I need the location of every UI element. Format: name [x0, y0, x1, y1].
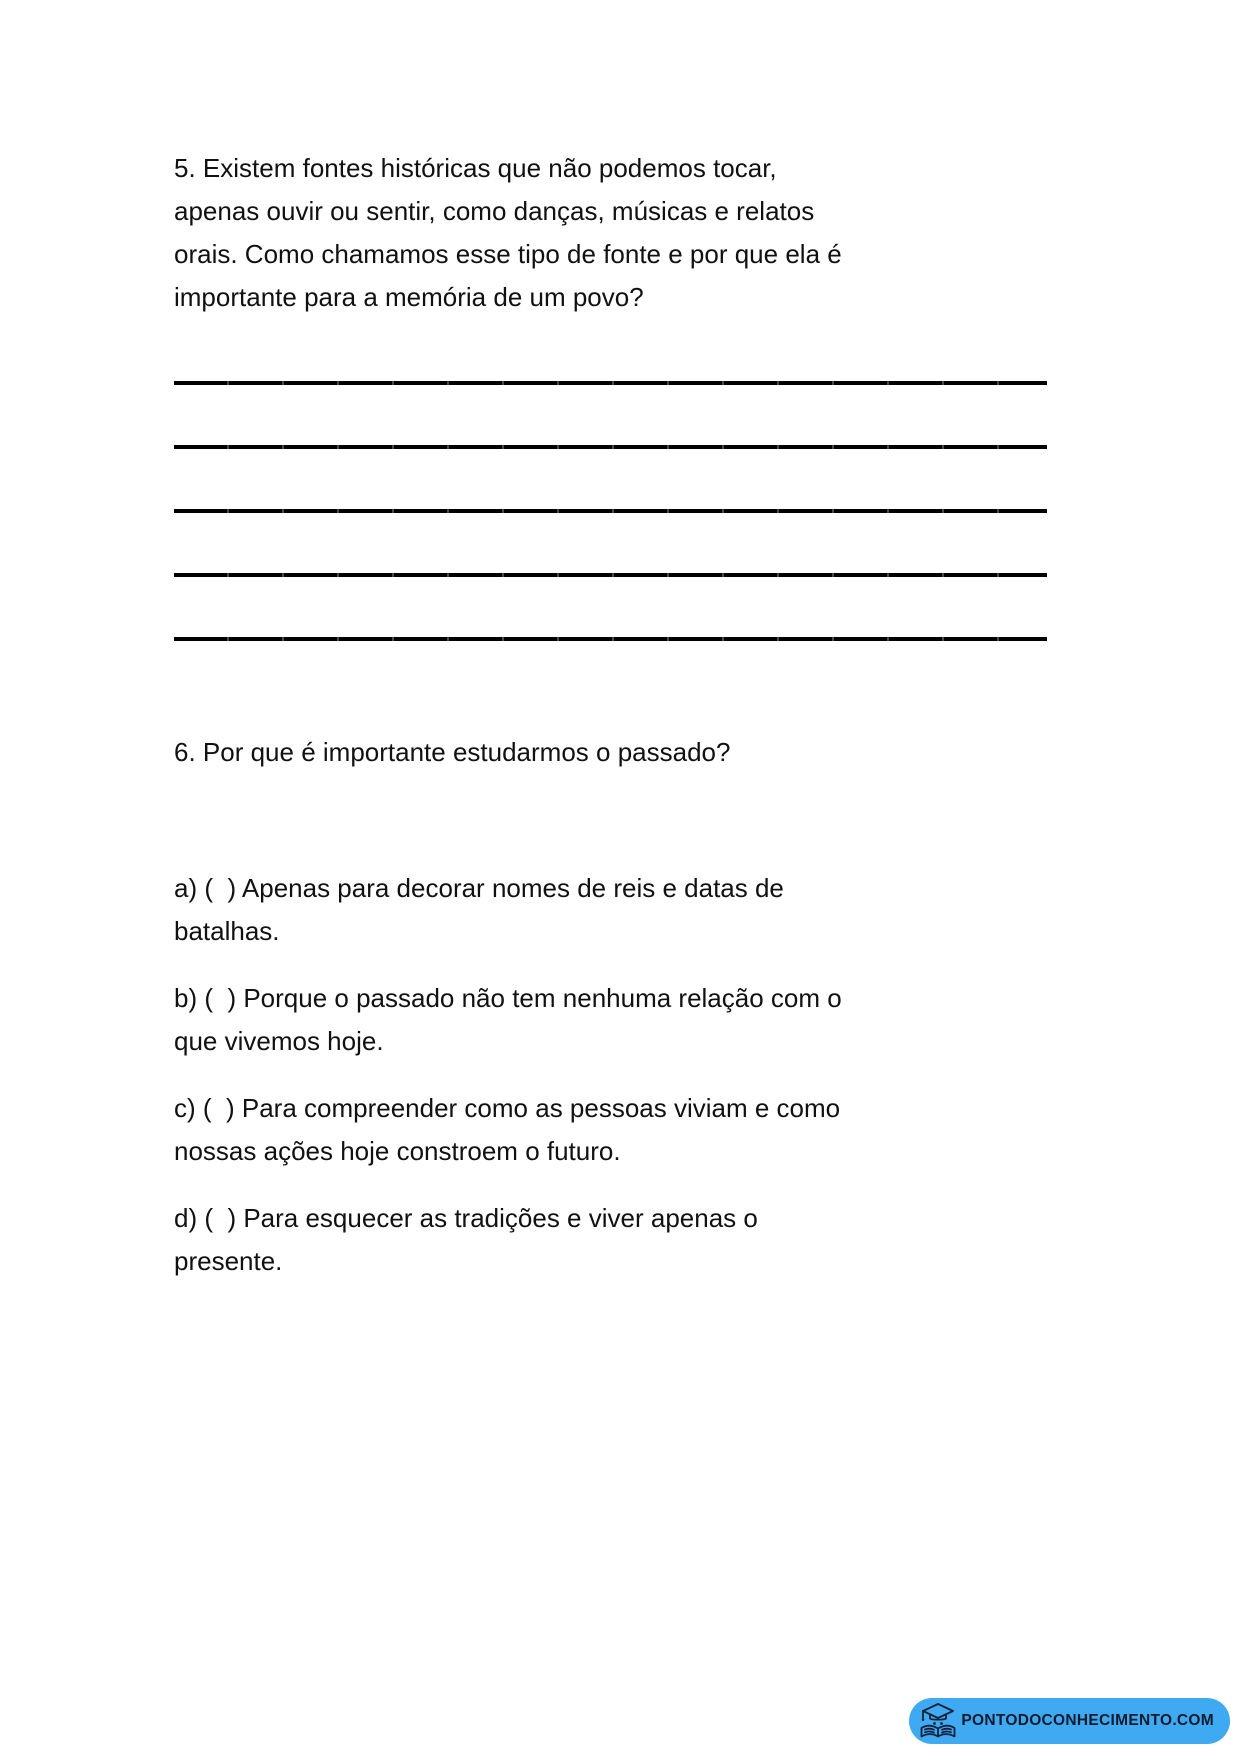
answer-blank-line — [174, 381, 1047, 385]
question-5-line: orais. Como chamamos esse tipo de fonte e por que ela é — [174, 239, 842, 269]
option-a — [174, 867, 1047, 953]
option-c-line: c) ( ) Para compreender como as pessoas viviam e como — [174, 1093, 841, 1123]
brand-badge-label: PONTODOCONHECIMENTO.COM — [961, 1712, 1214, 1729]
option-a-line: batalhas. — [174, 916, 280, 946]
question-5-line: apenas ouvir ou sentir, como danças, músicas e relatos — [174, 196, 815, 226]
option-c-line: nossas ações hoje constroem o futuro. — [174, 1136, 621, 1166]
brand-badge[interactable] — [909, 1698, 1230, 1744]
option-b-line: b) ( ) Porque o passado não tem nenhuma relação com o — [174, 983, 842, 1013]
option-b-line: que vivemos hoje. — [174, 1026, 384, 1056]
question-6-title: 6. Por que é importante estudarmos o passado? — [174, 737, 731, 767]
answer-blank-line — [174, 445, 1047, 449]
page-content — [174, 147, 1047, 1307]
question-5-line: importante para a memória de um povo? — [174, 282, 644, 312]
student-reading-book-icon — [918, 1701, 958, 1741]
option-a-line: a) ( ) Apenas para decorar nomes de reis e datas de — [174, 873, 784, 903]
option-d-line: d) ( ) Para esquecer as tradições e viver apenas o — [174, 1203, 758, 1233]
option-d-line: presente. — [174, 1246, 283, 1276]
question-5 — [174, 147, 1047, 319]
question-6-options — [174, 867, 1047, 1283]
option-b — [174, 977, 1047, 1063]
answer-blank-line — [174, 509, 1047, 513]
answer-blank-line — [174, 637, 1047, 641]
option-c — [174, 1087, 1047, 1173]
answer-blank-line — [174, 573, 1047, 577]
question-5-line: 5. Existem fontes históricas que não podemos tocar, — [174, 153, 777, 183]
answer-lines — [174, 381, 1047, 641]
option-d — [174, 1197, 1047, 1283]
